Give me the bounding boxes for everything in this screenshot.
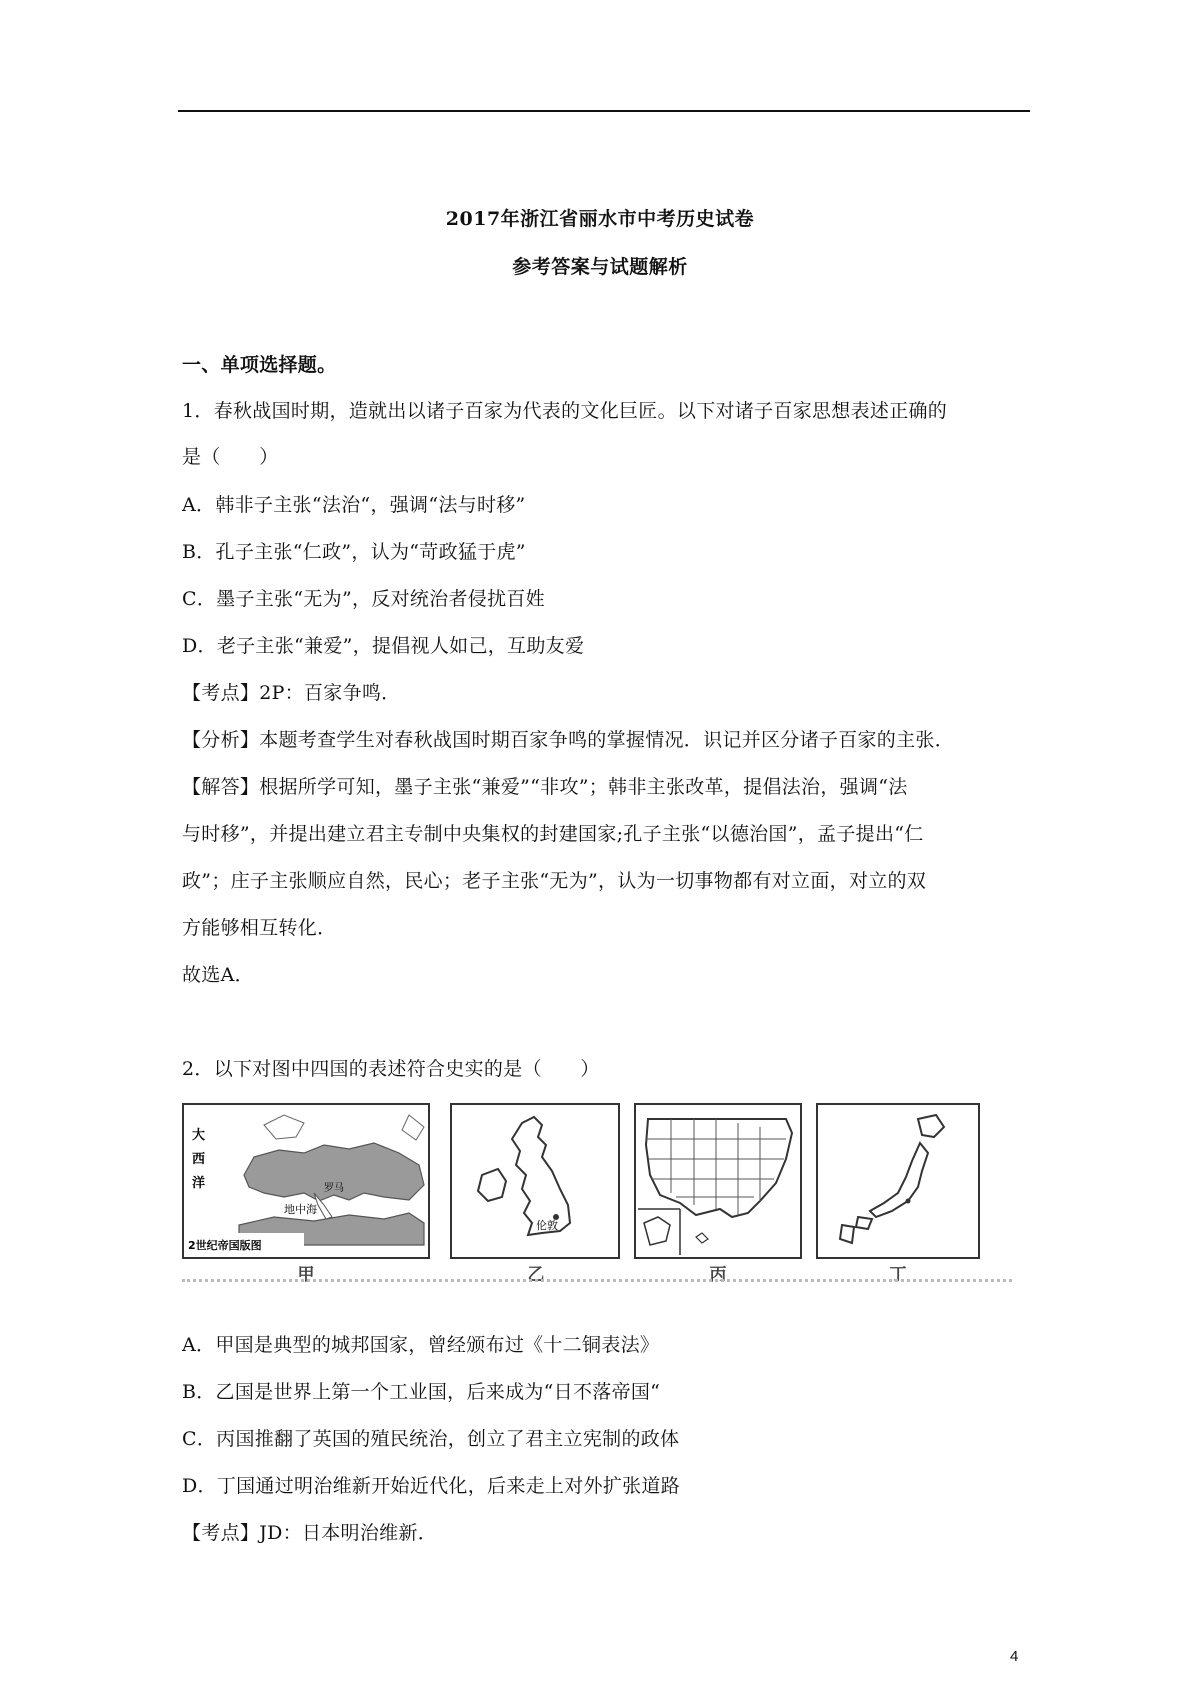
- q2-option-c: C．丙国推翻了英国的殖民统治，创立了君主立宪制的政体: [182, 1428, 680, 1450]
- q1-option-a: A．韩非子主张“法治“，强调“法与时移”: [182, 494, 526, 516]
- map-label-yi: 乙: [527, 1265, 545, 1285]
- q2-option-a: A．甲国是典型的城邦国家，曾经颁布过《十二铜表法》: [182, 1334, 660, 1356]
- map2-city-label: 伦敦: [536, 1219, 558, 1232]
- map-britain: [450, 1103, 620, 1259]
- map-label-ding: 丁: [889, 1265, 907, 1285]
- header-rule: [178, 110, 1030, 112]
- map-roman-empire: [182, 1103, 430, 1259]
- q1-jieda-line4: 方能够相互转化．: [182, 917, 337, 939]
- map-japan: [816, 1103, 980, 1259]
- map-label-bing: 丙: [709, 1265, 727, 1285]
- map1-ocean-label-3: 洋: [192, 1176, 206, 1191]
- map-label-jia: 甲: [297, 1265, 315, 1285]
- map1-rome-label: 罗马: [324, 1183, 344, 1194]
- map-usa: [634, 1103, 802, 1259]
- q1-jieda-line2: 与时移”，并提出建立君主专制中央集权的封建国家;孔子主张“以德治国”，孟子提出“仁: [182, 823, 924, 845]
- q1-jieda-line1: 【解答】根据所学可知，墨子主张“兼爱”“非攻”；韩非主张改革，提倡法治，强调“法: [182, 776, 908, 798]
- q2-maps-figure: [182, 1095, 1012, 1289]
- q2-option-d: D．丁国通过明治维新开始近代化，后来走上对外扩张道路: [182, 1475, 681, 1497]
- page-title: 2017年浙江省丽水市中考历史试卷: [445, 208, 755, 230]
- q2-option-b: B．乙国是世界上第一个工业国，后来成为“日不落帝国“: [182, 1381, 661, 1403]
- map1-sea-label: 地中海: [284, 1203, 317, 1216]
- q1-kaodian: 【考点】2P：百家争鸣．: [182, 682, 401, 704]
- page-number: 4: [1010, 1648, 1019, 1665]
- q1-answer: 故选A．: [182, 964, 254, 986]
- q1-fenxi: 【分析】本题考查学生对春秋战国时期百家争鸣的掌握情况．识记并区分诸子百家的主张．: [182, 729, 955, 751]
- q1-jieda-line3: 政”；庄子主张顺应自然，民心；老子主张“无为”，认为一切事物都有对立面，对立的双: [182, 870, 927, 892]
- q1-option-b: B．孔子主张“仁政”，认为“苛政猛于虎”: [182, 541, 526, 563]
- map1-ocean-label-2: 西: [192, 1152, 206, 1167]
- q1-stem-line2: 是（ ）: [182, 446, 279, 468]
- q1-stem-line1: 1．春秋战国时期，造就出以诸子百家为代表的文化巨匠。以下对诸子百家思想表述正确的: [182, 400, 948, 422]
- map1-ocean-label-1: 大: [192, 1128, 206, 1143]
- figure-dotted-baseline: [182, 1279, 1012, 1286]
- section-title: 一、单项选择题。: [182, 354, 337, 376]
- q2-stem: 2．以下对图中四国的表述符合史实的是（ ）: [182, 1058, 600, 1080]
- q2-kaodian: 【考点】JD：日本明治维新．: [182, 1522, 438, 1544]
- q1-option-d: D．老子主张“兼爱”，提倡视人如己，互助友爱: [182, 635, 585, 657]
- map1-caption: 2世纪帝国版图: [188, 1239, 262, 1252]
- page-subtitle: 参考答案与试题解析: [512, 256, 688, 278]
- q1-option-c: C．墨子主张“无为”，反对统治者侵扰百姓: [182, 588, 545, 610]
